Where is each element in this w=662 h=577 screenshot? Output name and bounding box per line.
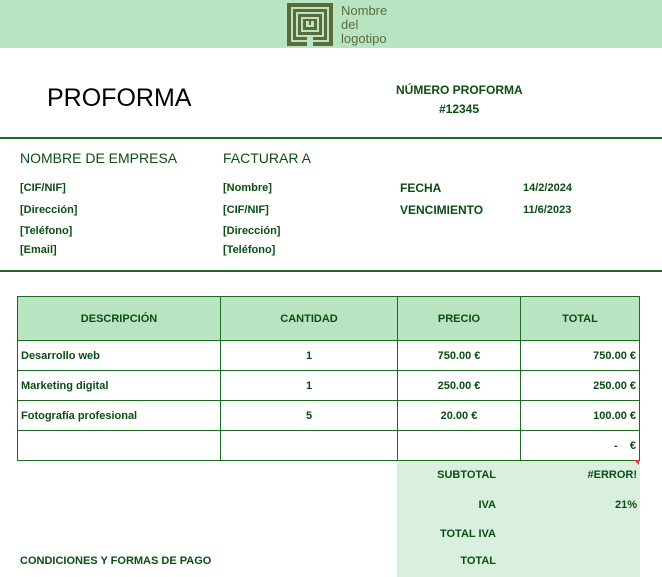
bill-to-name-field[interactable]: [Nombre]	[223, 182, 272, 194]
maze-logo-icon	[287, 3, 333, 46]
total-label: TOTAL	[460, 555, 496, 567]
logo-text	[341, 4, 387, 46]
company-email-field[interactable]: [Email]	[20, 244, 57, 256]
company-heading: NOMBRE DE EMPRESA	[20, 150, 178, 166]
company-phone-field[interactable]: [Teléfono]	[20, 225, 73, 237]
cell-total[interactable]: 750.00 €	[521, 341, 640, 371]
proforma-number-value[interactable]: #12345	[438, 102, 480, 116]
subtotal-value[interactable]: #ERROR!	[587, 469, 637, 481]
payment-conditions-label: CONDICIONES Y FORMAS DE PAGO	[20, 555, 212, 567]
items-table	[17, 296, 640, 461]
cell-price[interactable]: 20.00 €	[398, 401, 521, 431]
table-header-row	[18, 297, 640, 341]
cell-price[interactable]: 750.00 €	[398, 341, 521, 371]
bill-to-cif-field[interactable]: [CIF/NIF]	[223, 204, 269, 216]
logo-text-line3: logotipo	[341, 31, 387, 46]
cell-total[interactable]: - €	[521, 431, 640, 461]
totals-box	[397, 461, 640, 577]
divider-top	[0, 137, 662, 139]
date-value[interactable]: 14/2/2024	[523, 182, 572, 194]
divider-middle	[0, 270, 662, 272]
cell-quantity[interactable]: 1	[221, 341, 398, 371]
bill-to-phone-field[interactable]: [Teléfono]	[223, 244, 276, 256]
company-address-field[interactable]: [Dirección]	[20, 204, 78, 216]
table-row	[18, 341, 640, 371]
cell-total[interactable]: 100.00 €	[521, 401, 640, 431]
table-row	[18, 371, 640, 401]
cell-total[interactable]: 250.00 €	[521, 371, 640, 401]
logo-text-line1: Nombre	[341, 3, 388, 18]
cell-quantity[interactable]: 5	[221, 401, 398, 431]
error-comment-marker-icon	[634, 460, 639, 465]
cell-description[interactable]: Desarrollo web	[18, 341, 221, 371]
subtotal-label: SUBTOTAL	[437, 469, 496, 481]
bill-to-heading: FACTURAR A	[223, 150, 311, 166]
cell-quantity[interactable]: 1	[221, 371, 398, 401]
header-total: TOTAL	[521, 297, 640, 341]
cell-description[interactable]: Fotografía profesional	[18, 401, 221, 431]
total-iva-label: TOTAL IVA	[439, 528, 496, 540]
cell-price[interactable]	[398, 431, 521, 461]
date-label: FECHA	[400, 181, 442, 195]
table-row	[18, 431, 640, 461]
cell-quantity[interactable]	[221, 431, 398, 461]
cell-description[interactable]: Marketing digital	[18, 371, 221, 401]
due-date-value[interactable]: 11/6/2023	[523, 204, 572, 216]
table-row	[18, 401, 640, 431]
proforma-number-label: NÚMERO PROFORMA	[396, 83, 523, 97]
cell-price[interactable]: 250.00 €	[398, 371, 521, 401]
header-quantity: CANTIDAD	[221, 297, 398, 341]
bill-to-address-field[interactable]: [Dirección]	[223, 225, 281, 237]
header-price: PRECIO	[398, 297, 521, 341]
iva-label: IVA	[478, 499, 496, 511]
header-description: DESCRIPCIÓN	[18, 297, 221, 341]
company-cif-field[interactable]: [CIF/NIF]	[20, 182, 66, 194]
document-title: PROFORMA	[47, 84, 192, 112]
cell-description[interactable]	[18, 431, 221, 461]
due-date-label: VENCIMIENTO	[400, 203, 484, 217]
logo-text-line2: del	[341, 17, 359, 32]
iva-value[interactable]: 21%	[614, 499, 637, 511]
